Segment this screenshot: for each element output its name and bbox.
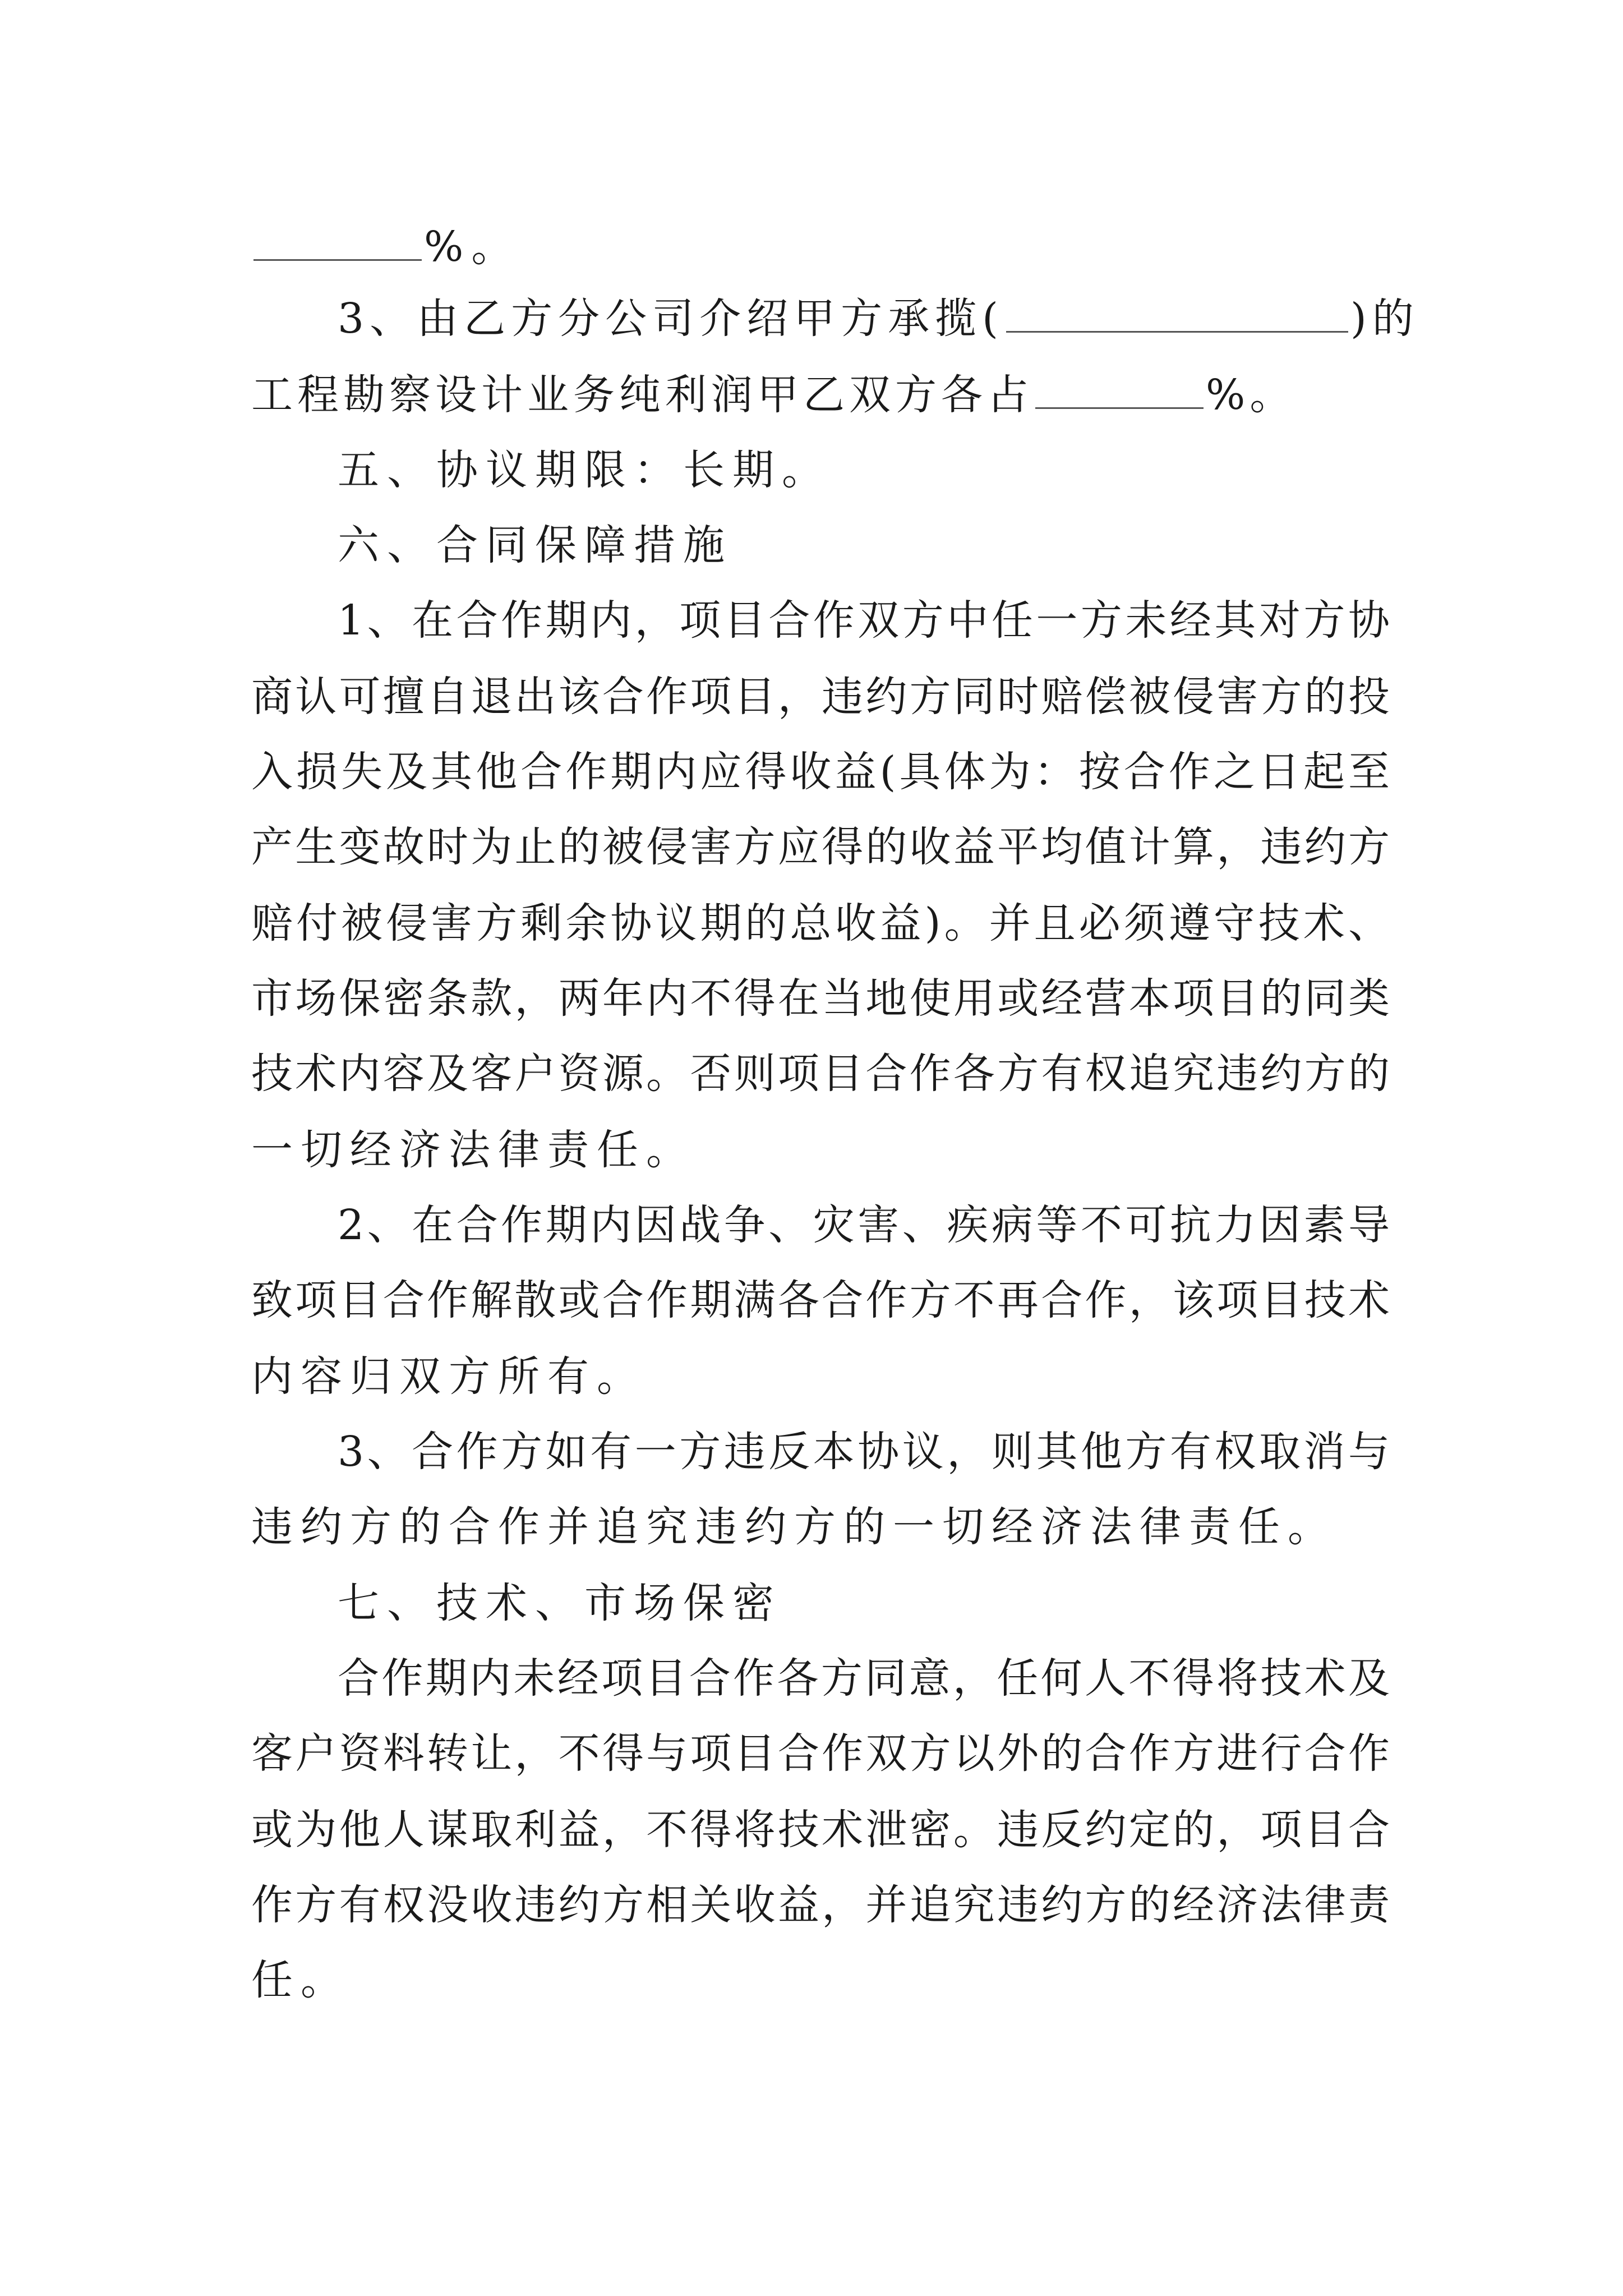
line-2 bbox=[338, 292, 1419, 346]
line-text: %。 bbox=[1206, 371, 1296, 419]
line-12: 技术内容及客户资源。否则项目合作各方有权追究违约方的 bbox=[251, 1050, 1390, 1098]
line-6: 1、在合作期内，项目合作双方中任一方未经其对方协 bbox=[338, 596, 1390, 645]
line-8: 入损失及其他合作期内应得收益(具体为：按合作之日起至 bbox=[251, 748, 1390, 796]
line-text: %。 bbox=[424, 223, 521, 271]
line-3 bbox=[251, 368, 1295, 422]
fill-blank bbox=[1035, 371, 1204, 409]
line-7: 商认可擅自退出该合作项目，违约方同时赔偿被侵害方的投 bbox=[251, 673, 1390, 721]
line-21: 客户资料转让，不得与项目合作双方以外的合作方进行合作 bbox=[251, 1729, 1390, 1778]
line-14: 2、在合作期内因战争、灾害、疾病等不可抗力因素导 bbox=[338, 1201, 1390, 1249]
line-22: 或为他人谋取利益，不得将技术泄密。违反约定的，项目合 bbox=[251, 1806, 1390, 1854]
line-15: 致项目合作解散或合作期满各合作方不再合作，该项目技术 bbox=[251, 1276, 1390, 1324]
line-18: 违约方的合作并追究违约方的一切经济法律责任。 bbox=[251, 1503, 1337, 1551]
line-23: 作方有权没收违约方相关收益，并追究违约方的经济法律责 bbox=[251, 1881, 1390, 1929]
line-text: 3、由乙方分公司介绍甲方承揽( bbox=[338, 295, 1004, 343]
line-5: 六、合同保障措施 bbox=[338, 521, 732, 569]
line-text: 工程勘察设计业务纯利润甲乙双方各占 bbox=[251, 371, 1033, 419]
line-1 bbox=[251, 220, 520, 274]
line-16: 内容归双方所有。 bbox=[251, 1352, 646, 1401]
line-24: 任。 bbox=[251, 1956, 350, 2004]
line-19: 七、技术、市场保密 bbox=[338, 1579, 782, 1627]
line-13: 一切经济法律责任。 bbox=[251, 1126, 695, 1174]
line-17: 3、合作方如有一方违反本协议，则其他方有权取消与 bbox=[338, 1428, 1390, 1476]
line-20: 合作期内未经项目合作各方同意，任何人不得将技术及 bbox=[338, 1654, 1390, 1703]
line-4: 五、协议期限：长期。 bbox=[338, 446, 831, 494]
line-11: 市场保密条款，两年内不得在当地使用或经营本项目的同类 bbox=[251, 974, 1390, 1023]
line-text: )的 bbox=[1350, 295, 1419, 343]
line-10: 赔付被侵害方剩余协议期的总收益)。并且必须遵守技术、 bbox=[251, 899, 1390, 947]
fill-blank bbox=[253, 223, 422, 261]
fill-blank bbox=[1006, 295, 1348, 333]
line-9: 产生变故时为止的被侵害方应得的收益平均值计算，违约方 bbox=[251, 823, 1390, 871]
